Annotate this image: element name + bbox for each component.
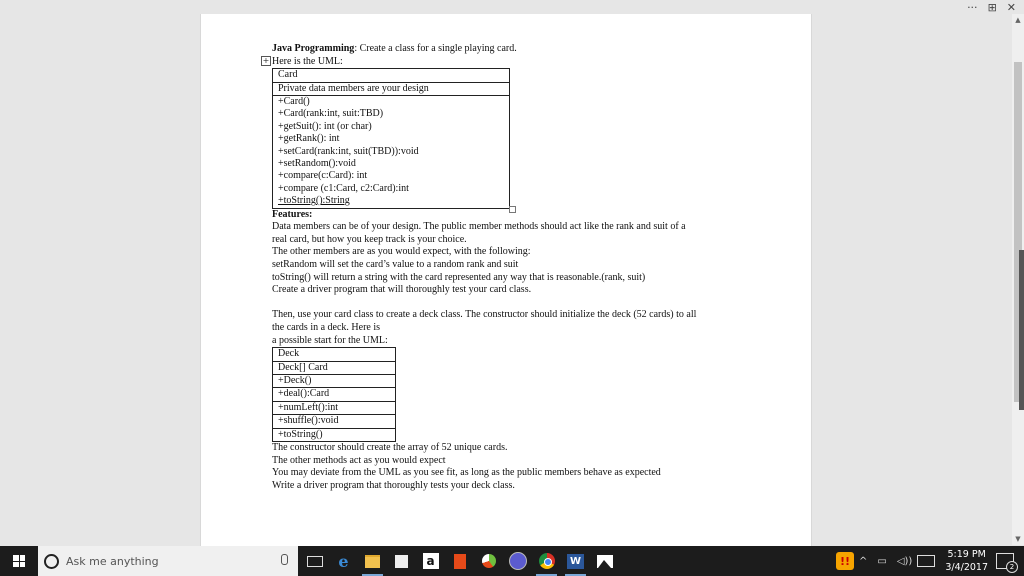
edge-button[interactable] bbox=[329, 546, 358, 576]
method: +setCard(rank:int, suit(TBD)):void bbox=[278, 145, 419, 157]
amazon-button[interactable] bbox=[416, 546, 445, 576]
start-button[interactable] bbox=[0, 546, 38, 576]
edge-icon: e bbox=[338, 551, 349, 571]
deck-uml-cell: +Deck() bbox=[273, 375, 396, 388]
features-line: Data members can be of your design. The public member methods should act like the rank and suit of a bbox=[272, 221, 686, 233]
task-view-button[interactable] bbox=[300, 546, 329, 576]
deck-uml-cell: +toString() bbox=[273, 428, 396, 441]
show-hidden-icons-icon[interactable]: ^ bbox=[858, 555, 868, 567]
file-explorer-button[interactable] bbox=[358, 546, 387, 576]
deck-uml-cell: +deal():Card bbox=[273, 388, 396, 401]
document-page[interactable] bbox=[200, 14, 812, 546]
closing-line: You may deviate from the UML as you see fit, as long as the public members behave as expected bbox=[272, 467, 661, 479]
method: +setRandom():void bbox=[278, 158, 356, 170]
clock-time: 5:19 PM bbox=[947, 549, 986, 560]
features-line: The other members are as you would expect, with the following: bbox=[272, 246, 531, 258]
search-placeholder: Ask me anything bbox=[66, 554, 159, 568]
closing-line: The other methods act as you would expect bbox=[272, 454, 446, 466]
more-options-icon[interactable]: ··· bbox=[967, 0, 978, 14]
office-button[interactable] bbox=[445, 546, 474, 576]
chrome-button[interactable] bbox=[532, 546, 561, 576]
card-uml-methods bbox=[273, 96, 510, 209]
store-button[interactable] bbox=[387, 546, 416, 576]
close-icon[interactable]: ✕ bbox=[1006, 0, 1016, 14]
method: +getSuit(): int (or char) bbox=[278, 120, 372, 132]
method: +toString():String bbox=[278, 195, 350, 207]
method: +Card() bbox=[278, 96, 310, 107]
store-icon bbox=[395, 555, 408, 568]
deck-uml-cell: +numLeft():int bbox=[273, 401, 396, 414]
photos-icon bbox=[597, 555, 613, 568]
word-button[interactable] bbox=[561, 546, 590, 576]
disc-app-button[interactable] bbox=[503, 546, 532, 576]
features-line: toString() will return a string with the card represented any way that is reasonable.(rank, suit) bbox=[272, 271, 646, 283]
window-controls bbox=[967, 0, 1024, 14]
deck-intro-line: a possible start for the UML: bbox=[272, 334, 388, 346]
deck-uml-cell: Deck bbox=[273, 348, 396, 361]
features-line: real card, but how you keep track is your choice. bbox=[272, 233, 467, 245]
document-content[interactable] bbox=[262, 43, 752, 492]
table-resize-handle[interactable] bbox=[509, 206, 516, 213]
card-uml-table[interactable] bbox=[272, 68, 510, 208]
method: +compare (c1:Card, c2:Card):int bbox=[278, 182, 409, 194]
task-view-icon bbox=[307, 556, 323, 567]
deck-uml-table[interactable] bbox=[272, 347, 396, 442]
closing-line: The constructor should create the array of 52 unique cards. bbox=[272, 442, 508, 454]
disc-app-icon bbox=[509, 552, 527, 570]
deck-uml-cell: +shuffle():void bbox=[273, 415, 396, 428]
system-tray bbox=[836, 546, 1024, 576]
clock-date: 3/4/2017 bbox=[945, 562, 988, 573]
title-bold: Java Programming bbox=[272, 43, 355, 54]
pinned-apps bbox=[300, 546, 619, 576]
pie-app-icon bbox=[482, 554, 496, 568]
microphone-icon[interactable] bbox=[281, 554, 288, 565]
features-heading: Features: bbox=[272, 208, 313, 220]
action-center-icon[interactable] bbox=[996, 553, 1014, 569]
uml-intro: Here is the UML: bbox=[272, 55, 343, 67]
restore-icon[interactable]: ⊞ bbox=[987, 0, 997, 14]
word-icon: W bbox=[567, 554, 584, 569]
deck-uml-cell: Deck[] Card bbox=[273, 361, 396, 374]
table-move-handle-icon[interactable]: + bbox=[262, 56, 270, 65]
office-icon bbox=[454, 554, 466, 569]
windows-logo-icon bbox=[13, 555, 25, 567]
features-line: setRandom will set the card’s value to a random rank and suit bbox=[272, 259, 519, 271]
deck-intro-line: Then, use your card class to create a deck class. The constructor should initialize the deck (52 cards) to all bbox=[272, 309, 697, 321]
battery-icon[interactable]: ▭ bbox=[877, 555, 887, 567]
card-uml-fields: Private data members are your design bbox=[273, 82, 510, 95]
clock[interactable] bbox=[945, 548, 988, 574]
method: +Card(rank:int, suit:TBD) bbox=[278, 108, 384, 120]
method: +getRank(): int bbox=[278, 133, 340, 145]
photos-button[interactable] bbox=[590, 546, 619, 576]
volume-icon[interactable]: ◁)) bbox=[896, 555, 913, 567]
method: +compare(c:Card): int bbox=[278, 170, 368, 182]
blank-line bbox=[272, 297, 752, 310]
card-uml-header: Card bbox=[273, 69, 510, 82]
scroll-down-icon[interactable]: ▼ bbox=[1015, 535, 1021, 543]
cortana-icon bbox=[44, 554, 59, 569]
notification-count: 2 bbox=[1006, 561, 1018, 573]
title-line bbox=[272, 43, 752, 56]
taskbar bbox=[0, 546, 1024, 576]
side-edge-bar bbox=[1019, 250, 1024, 410]
keyboard-icon[interactable] bbox=[917, 555, 935, 567]
closing-line: Write a driver program that thoroughly tests your deck class. bbox=[272, 479, 515, 491]
cortana-search-box[interactable] bbox=[38, 546, 298, 576]
folder-icon bbox=[365, 555, 380, 568]
deck-intro-line: the cards in a deck. Here is bbox=[272, 322, 381, 333]
amazon-icon: a bbox=[423, 553, 439, 569]
features-line: Create a driver program that will thoroughly test your card class. bbox=[272, 284, 532, 296]
title-rest: : Create a class for a single playing card. bbox=[354, 43, 517, 54]
pie-app-button[interactable] bbox=[474, 546, 503, 576]
warning-icon[interactable]: !! bbox=[836, 552, 854, 570]
chrome-icon bbox=[539, 553, 555, 569]
scroll-up-icon[interactable]: ▲ bbox=[1015, 16, 1021, 24]
